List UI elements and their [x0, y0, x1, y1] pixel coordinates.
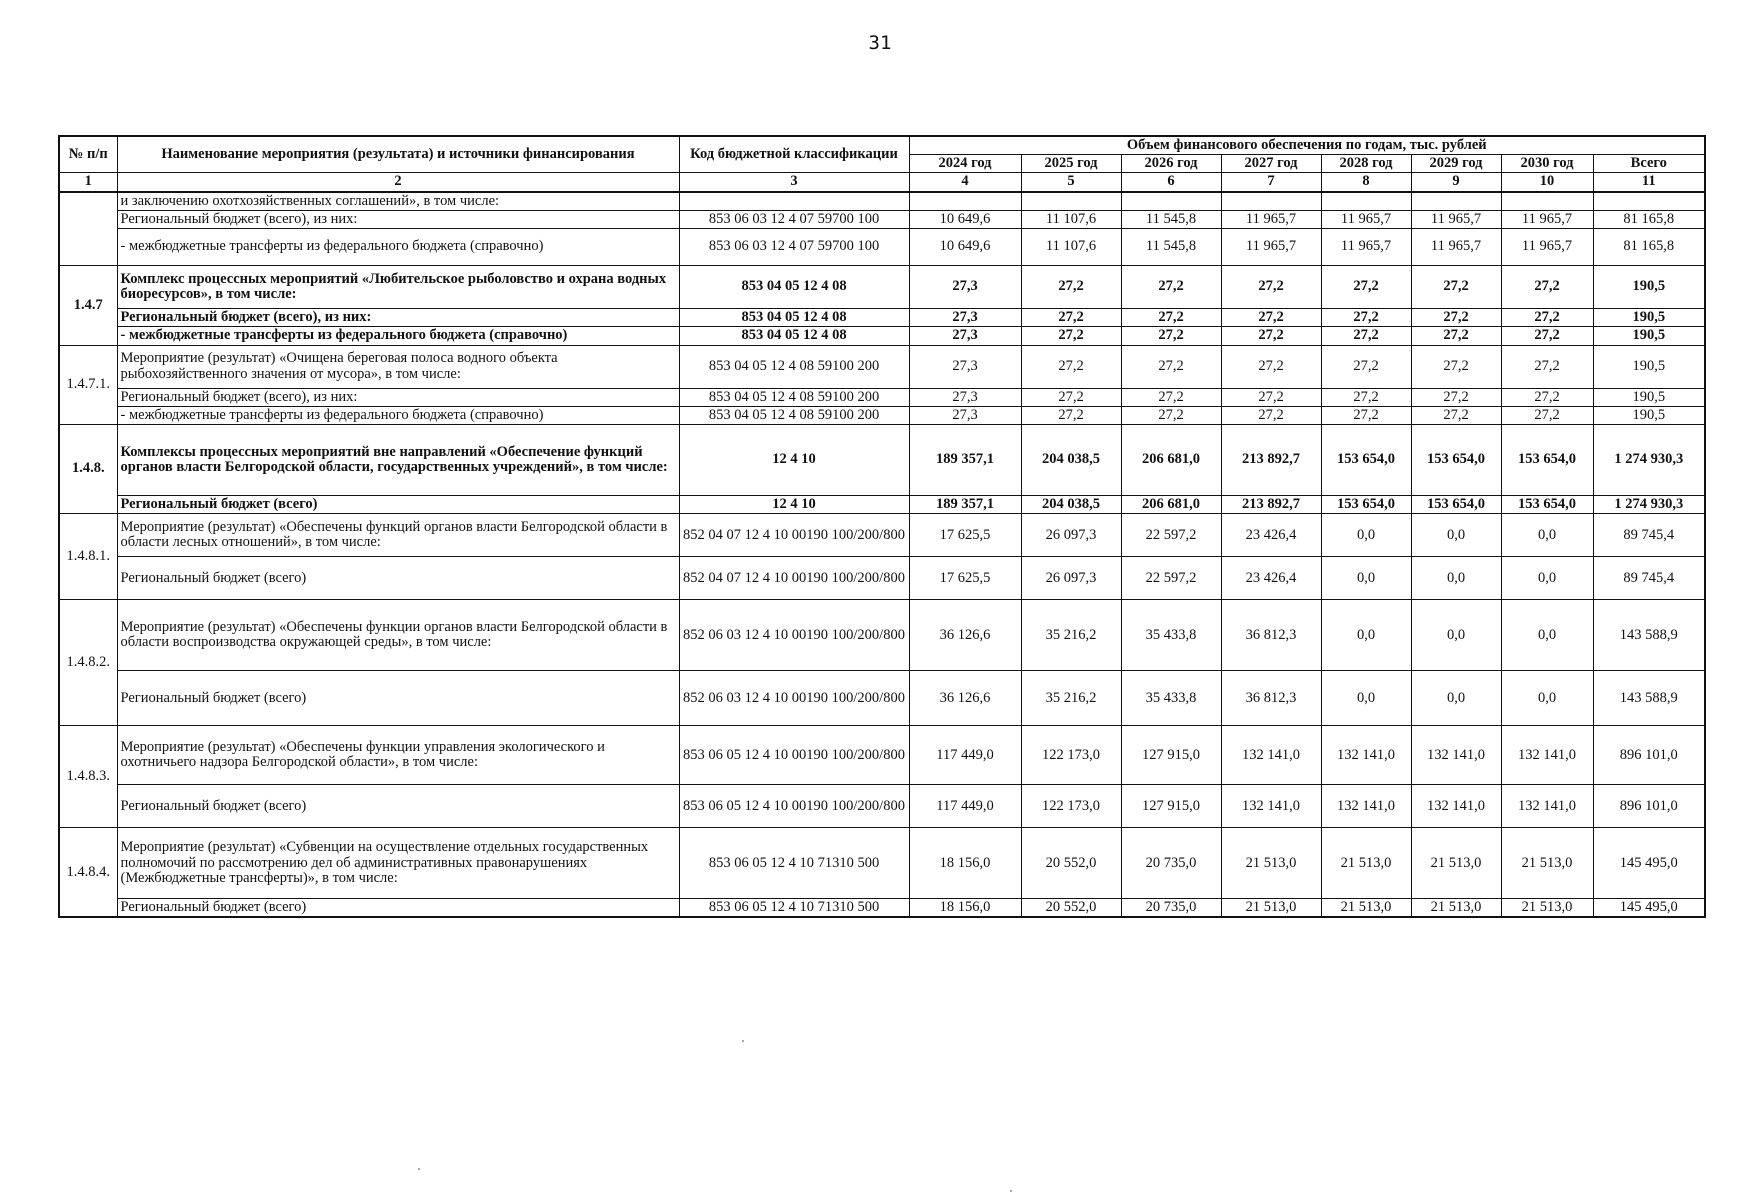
row-total: 896 101,0 — [1593, 785, 1705, 828]
index-cell: 8 — [1321, 173, 1411, 192]
row-value: 22 597,2 — [1121, 514, 1221, 557]
row-value: 132 141,0 — [1411, 726, 1501, 785]
row-value: 35 216,2 — [1021, 600, 1121, 671]
row-code: 853 04 05 12 4 08 — [679, 309, 909, 327]
row-code: 853 04 05 12 4 08 59100 200 — [679, 406, 909, 424]
row-name: Комплекс процессных мероприятий «Любительское рыболовство и охрана водных биоресурсов», в том числе: — [117, 266, 679, 309]
row-code: 852 06 03 12 4 10 00190 100/200/800 — [679, 671, 909, 726]
row-value: 27,2 — [1121, 388, 1221, 406]
row-value: 20 552,0 — [1021, 899, 1121, 918]
row-value: 27,2 — [1321, 345, 1411, 388]
row-code: 853 04 05 12 4 08 — [679, 266, 909, 309]
row-name: Региональный бюджет (всего) — [117, 495, 679, 513]
row-value: 27,2 — [1411, 309, 1501, 327]
row-value: 11 965,7 — [1501, 210, 1593, 228]
row-number: 1.4.8. — [59, 424, 117, 513]
table-row — [59, 726, 1705, 785]
row-value: 27,2 — [1411, 406, 1501, 424]
row-value: 21 513,0 — [1321, 899, 1411, 918]
row-name: и заключению охотхозяйственных соглашений», в том числе: — [117, 192, 679, 211]
row-value: 23 426,4 — [1221, 557, 1321, 600]
row-value: 127 915,0 — [1121, 726, 1221, 785]
row-name: Региональный бюджет (всего), из них: — [117, 309, 679, 327]
row-value: 153 654,0 — [1501, 495, 1593, 513]
row-value: 20 552,0 — [1021, 828, 1121, 899]
row-code: 12 4 10 — [679, 424, 909, 495]
header-year: 2028 год — [1321, 155, 1411, 173]
row-total: 1 274 930,3 — [1593, 424, 1705, 495]
row-value: 117 449,0 — [909, 726, 1021, 785]
row-value: 35 216,2 — [1021, 671, 1121, 726]
row-code: 853 06 03 12 4 07 59700 100 — [679, 229, 909, 266]
row-value: 27,2 — [1501, 309, 1593, 327]
row-code: 853 04 05 12 4 08 — [679, 327, 909, 345]
row-value: 189 357,1 — [909, 424, 1021, 495]
row-value: 213 892,7 — [1221, 495, 1321, 513]
table-row — [59, 899, 1705, 918]
row-value: 27,2 — [1121, 327, 1221, 345]
row-value: 0,0 — [1321, 514, 1411, 557]
scan-speck — [418, 1168, 420, 1170]
row-total: 190,5 — [1593, 406, 1705, 424]
row-value: 0,0 — [1501, 671, 1593, 726]
header-year: 2029 год — [1411, 155, 1501, 173]
row-value: 11 965,7 — [1411, 229, 1501, 266]
row-value: 27,2 — [1021, 388, 1121, 406]
row-value: 122 173,0 — [1021, 785, 1121, 828]
header-year: 2025 год — [1021, 155, 1121, 173]
row-value: 27,3 — [909, 327, 1021, 345]
row-total: 190,5 — [1593, 345, 1705, 388]
row-value: 20 735,0 — [1121, 828, 1221, 899]
row-value: 36 126,6 — [909, 600, 1021, 671]
row-value: 27,2 — [1321, 309, 1411, 327]
row-value: 21 513,0 — [1411, 828, 1501, 899]
row-code: 853 06 05 12 4 10 00190 100/200/800 — [679, 726, 909, 785]
row-value: 27,2 — [1121, 309, 1221, 327]
table-row — [59, 828, 1705, 899]
scan-speck — [1010, 1190, 1012, 1192]
row-value: 27,2 — [1501, 406, 1593, 424]
row-value: 21 513,0 — [1411, 899, 1501, 918]
table-row — [59, 388, 1705, 406]
row-value: 27,2 — [1501, 266, 1593, 309]
row-value: 27,2 — [1121, 345, 1221, 388]
row-value: 21 513,0 — [1221, 899, 1321, 918]
row-value: 11 965,7 — [1321, 229, 1411, 266]
row-value: 153 654,0 — [1411, 424, 1501, 495]
row-value: 213 892,7 — [1221, 424, 1321, 495]
table-row — [59, 600, 1705, 671]
row-name: Мероприятие (результат) «Обеспечены функций органов власти Белгородской области в области лесных отношений», в том числе: — [117, 514, 679, 557]
row-value — [1021, 192, 1121, 211]
row-value: 27,2 — [1121, 266, 1221, 309]
row-total: 190,5 — [1593, 309, 1705, 327]
row-value: 11 965,7 — [1321, 210, 1411, 228]
index-cell: 4 — [909, 173, 1021, 192]
row-value: 132 141,0 — [1221, 726, 1321, 785]
row-value: 27,2 — [1321, 327, 1411, 345]
row-total: 143 588,9 — [1593, 600, 1705, 671]
row-value: 17 625,5 — [909, 514, 1021, 557]
row-value — [1411, 192, 1501, 211]
row-value: 132 141,0 — [1501, 785, 1593, 828]
row-value: 27,2 — [1501, 345, 1593, 388]
row-value: 132 141,0 — [1321, 726, 1411, 785]
row-code: 853 06 05 12 4 10 71310 500 — [679, 899, 909, 918]
scan-speck — [742, 1040, 744, 1042]
row-name: - межбюджетные трансферты из федерального бюджета (справочно) — [117, 229, 679, 266]
row-name: Региональный бюджет (всего) — [117, 671, 679, 726]
row-value: 0,0 — [1501, 600, 1593, 671]
row-value: 35 433,8 — [1121, 600, 1221, 671]
row-value: 132 141,0 — [1411, 785, 1501, 828]
row-code — [679, 192, 909, 211]
row-value: 27,2 — [1021, 406, 1121, 424]
row-value: 21 513,0 — [1501, 828, 1593, 899]
row-value: 127 915,0 — [1121, 785, 1221, 828]
index-cell: 10 — [1501, 173, 1593, 192]
row-value: 189 357,1 — [909, 495, 1021, 513]
row-value: 27,3 — [909, 266, 1021, 309]
row-name: - межбюджетные трансферты из федерального бюджета (справочно) — [117, 327, 679, 345]
row-value: 26 097,3 — [1021, 557, 1121, 600]
row-total: 89 745,4 — [1593, 514, 1705, 557]
row-value: 27,2 — [1021, 327, 1121, 345]
row-value: 27,2 — [1221, 266, 1321, 309]
row-name: Региональный бюджет (всего), из них: — [117, 210, 679, 228]
row-value — [1221, 192, 1321, 211]
index-cell: 11 — [1593, 173, 1705, 192]
row-total: 1 274 930,3 — [1593, 495, 1705, 513]
header-name: Наименование мероприятия (результата) и источники финансирования — [117, 136, 679, 173]
row-value: 0,0 — [1411, 557, 1501, 600]
row-total: 190,5 — [1593, 327, 1705, 345]
table-row — [59, 210, 1705, 228]
row-value: 132 141,0 — [1221, 785, 1321, 828]
row-value: 27,2 — [1501, 327, 1593, 345]
row-total: 190,5 — [1593, 266, 1705, 309]
row-name: Мероприятие (результат) «Обеспечены функции управления экологического и охотничьего надзора Белгородской области», в том числе: — [117, 726, 679, 785]
table-row — [59, 557, 1705, 600]
row-value: 11 107,6 — [1021, 229, 1121, 266]
table-row — [59, 229, 1705, 266]
row-value: 132 141,0 — [1501, 726, 1593, 785]
header-index-row — [59, 173, 1705, 192]
row-number: 1.4.8.2. — [59, 600, 117, 726]
row-value: 206 681,0 — [1121, 495, 1221, 513]
header-year: 2024 год — [909, 155, 1021, 173]
row-value: 27,3 — [909, 406, 1021, 424]
row-name: Мероприятие (результат) «Субвенции на осуществление отдельных государственных полномочий по рассмотрению дел об административных правонарушениях (Межбюджетные трансферты)», в том числе: — [117, 828, 679, 899]
row-total: 89 745,4 — [1593, 557, 1705, 600]
header-year: 2030 год — [1501, 155, 1593, 173]
row-code: 853 04 05 12 4 08 59100 200 — [679, 388, 909, 406]
row-value: 20 735,0 — [1121, 899, 1221, 918]
row-code: 852 04 07 12 4 10 00190 100/200/800 — [679, 557, 909, 600]
header-year: 2027 год — [1221, 155, 1321, 173]
row-total: 145 495,0 — [1593, 899, 1705, 918]
header-year: 2026 год — [1121, 155, 1221, 173]
table-row — [59, 785, 1705, 828]
row-value: 36 812,3 — [1221, 671, 1321, 726]
row-value: 27,2 — [1501, 388, 1593, 406]
row-value: 36 812,3 — [1221, 600, 1321, 671]
row-total: 143 588,9 — [1593, 671, 1705, 726]
row-code: 853 06 05 12 4 10 71310 500 — [679, 828, 909, 899]
page-number: 31 — [868, 32, 892, 54]
row-value: 11 107,6 — [1021, 210, 1121, 228]
row-total: 145 495,0 — [1593, 828, 1705, 899]
row-number: 1.4.7.1. — [59, 345, 117, 424]
row-total: 190,5 — [1593, 388, 1705, 406]
row-total: 896 101,0 — [1593, 726, 1705, 785]
row-value: 27,3 — [909, 345, 1021, 388]
row-value: 0,0 — [1411, 514, 1501, 557]
row-value: 27,3 — [909, 388, 1021, 406]
row-value: 27,2 — [1021, 266, 1121, 309]
row-value: 153 654,0 — [1321, 424, 1411, 495]
row-value: 18 156,0 — [909, 899, 1021, 918]
table-row — [59, 514, 1705, 557]
row-value: 117 449,0 — [909, 785, 1021, 828]
row-value: 26 097,3 — [1021, 514, 1121, 557]
index-cell: 2 — [117, 173, 679, 192]
row-number: 1.4.8.4. — [59, 828, 117, 918]
row-value: 36 126,6 — [909, 671, 1021, 726]
row-code: 12 4 10 — [679, 495, 909, 513]
row-total: 81 165,8 — [1593, 229, 1705, 266]
row-value: 27,3 — [909, 309, 1021, 327]
row-name: Комплексы процессных мероприятий вне направлений «Обеспечение функций органов власти Белгородской области, государственных учреждений», в том числе: — [117, 424, 679, 495]
table-row — [59, 406, 1705, 424]
row-value: 27,2 — [1411, 345, 1501, 388]
row-name: - межбюджетные трансферты из федерального бюджета (справочно) — [117, 406, 679, 424]
row-value: 27,2 — [1411, 327, 1501, 345]
row-number: 1.4.8.3. — [59, 726, 117, 828]
index-cell: 6 — [1121, 173, 1221, 192]
row-value — [1321, 192, 1411, 211]
row-value: 11 545,8 — [1121, 210, 1221, 228]
row-value: 0,0 — [1501, 557, 1593, 600]
row-value: 21 513,0 — [1221, 828, 1321, 899]
row-total: 81 165,8 — [1593, 210, 1705, 228]
row-value: 17 625,5 — [909, 557, 1021, 600]
row-value: 27,2 — [1221, 406, 1321, 424]
row-value: 27,2 — [1021, 345, 1121, 388]
row-value: 206 681,0 — [1121, 424, 1221, 495]
row-value: 0,0 — [1411, 671, 1501, 726]
header-total: Всего — [1593, 155, 1705, 173]
row-value: 18 156,0 — [909, 828, 1021, 899]
row-value: 11 965,7 — [1221, 229, 1321, 266]
row-code: 852 06 03 12 4 10 00190 100/200/800 — [679, 600, 909, 671]
table-row — [59, 424, 1705, 495]
table-row — [59, 327, 1705, 345]
row-code: 853 06 05 12 4 10 00190 100/200/800 — [679, 785, 909, 828]
row-value: 132 141,0 — [1321, 785, 1411, 828]
row-value: 122 173,0 — [1021, 726, 1121, 785]
row-value: 11 965,7 — [1501, 229, 1593, 266]
row-value: 0,0 — [1321, 671, 1411, 726]
row-value: 27,2 — [1221, 345, 1321, 388]
row-value — [909, 192, 1021, 211]
index-cell: 7 — [1221, 173, 1321, 192]
row-name: Региональный бюджет (всего) — [117, 899, 679, 918]
index-cell: 1 — [59, 173, 117, 192]
row-number — [59, 192, 117, 266]
row-value: 27,2 — [1221, 327, 1321, 345]
financing-table — [58, 135, 1706, 918]
row-value: 11 965,7 — [1411, 210, 1501, 228]
table-row — [59, 309, 1705, 327]
row-value: 21 513,0 — [1321, 828, 1411, 899]
row-name: Мероприятие (результат) «Очищена береговая полоса водного объекта рыбохозяйственного значения от мусора», в том числе: — [117, 345, 679, 388]
row-value: 0,0 — [1321, 557, 1411, 600]
header-code: Код бюджетной классификации — [679, 136, 909, 173]
row-value: 27,2 — [1221, 388, 1321, 406]
row-value: 27,2 — [1411, 388, 1501, 406]
row-value: 10 649,6 — [909, 210, 1021, 228]
row-value: 204 038,5 — [1021, 495, 1121, 513]
row-code: 852 04 07 12 4 10 00190 100/200/800 — [679, 514, 909, 557]
row-value: 23 426,4 — [1221, 514, 1321, 557]
row-value: 27,2 — [1121, 406, 1221, 424]
row-value: 21 513,0 — [1501, 899, 1593, 918]
table-row — [59, 345, 1705, 388]
row-value: 27,2 — [1321, 388, 1411, 406]
header-row-1 — [59, 136, 1705, 155]
row-number: 1.4.7 — [59, 266, 117, 345]
index-cell: 5 — [1021, 173, 1121, 192]
row-value: 27,2 — [1221, 309, 1321, 327]
index-cell: 9 — [1411, 173, 1501, 192]
row-total — [1593, 192, 1705, 211]
row-value: 22 597,2 — [1121, 557, 1221, 600]
row-name: Мероприятие (результат) «Обеспечены функции органов власти Белгородской области в области воспроизводства окружающей среды», в том числе: — [117, 600, 679, 671]
row-value: 153 654,0 — [1411, 495, 1501, 513]
row-name: Региональный бюджет (всего) — [117, 785, 679, 828]
row-value: 35 433,8 — [1121, 671, 1221, 726]
row-value: 153 654,0 — [1501, 424, 1593, 495]
index-cell: 3 — [679, 173, 909, 192]
row-value: 10 649,6 — [909, 229, 1021, 266]
row-value: 153 654,0 — [1321, 495, 1411, 513]
header-volume: Объем финансового обеспечения по годам, тыс. рублей — [909, 136, 1705, 155]
table-row — [59, 192, 1705, 211]
row-value — [1501, 192, 1593, 211]
row-value: 204 038,5 — [1021, 424, 1121, 495]
row-value: 0,0 — [1411, 600, 1501, 671]
row-value: 11 965,7 — [1221, 210, 1321, 228]
table-row — [59, 671, 1705, 726]
row-value: 27,2 — [1411, 266, 1501, 309]
row-value: 0,0 — [1321, 600, 1411, 671]
row-number: 1.4.8.1. — [59, 514, 117, 600]
row-value — [1121, 192, 1221, 211]
row-value: 0,0 — [1501, 514, 1593, 557]
row-value: 27,2 — [1321, 266, 1411, 309]
row-name: Региональный бюджет (всего), из них: — [117, 388, 679, 406]
row-value: 11 545,8 — [1121, 229, 1221, 266]
row-value: 27,2 — [1321, 406, 1411, 424]
table-row — [59, 495, 1705, 513]
row-code: 853 06 03 12 4 07 59700 100 — [679, 210, 909, 228]
row-code: 853 04 05 12 4 08 59100 200 — [679, 345, 909, 388]
table-row — [59, 266, 1705, 309]
header-num: № п/п — [59, 136, 117, 173]
row-name: Региональный бюджет (всего) — [117, 557, 679, 600]
row-value: 27,2 — [1021, 309, 1121, 327]
